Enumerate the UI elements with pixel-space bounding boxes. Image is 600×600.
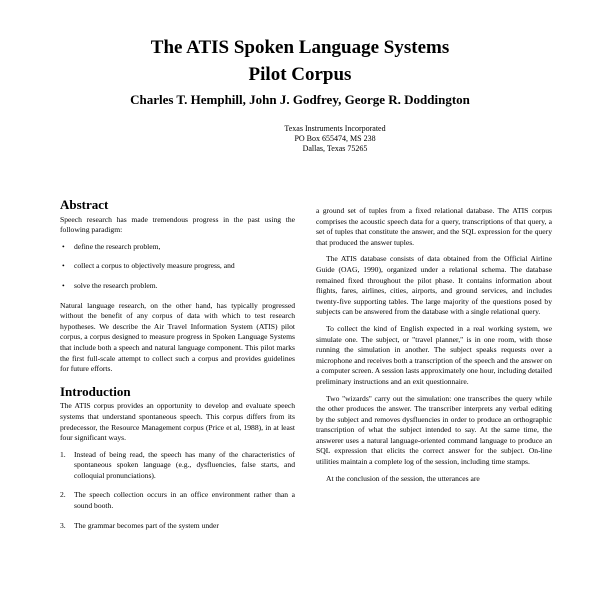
bullet-text: define the research problem, (74, 241, 161, 251)
author-list: Charles T. Hemphill, John J. Godfrey, George R. Doddington (130, 92, 470, 107)
paragraph-answer-definition: a ground set of tuples from a fixed relational database. The ATIS corpus comprises the acoustic speech data for a query, transcriptions of that query, a set of tuples that constitute the answer, and the SQL expression for the query that produced the answer tuples. (316, 206, 552, 247)
bullet-icon: • (62, 280, 65, 290)
bullet-text: collect a corpus to objectively measure progress, and (74, 261, 235, 271)
introduction-list (60, 450, 295, 532)
introduction-heading: Introduction (60, 383, 131, 399)
list-item (60, 242, 295, 253)
item-number: 3. (60, 520, 66, 530)
list-item (60, 521, 295, 532)
paragraph-database: The ATIS database consists of data obtained from the Official Airline Guide (OAG, 1990), organized under a relational schema. The database remained fixed throughout the pilot phase. It contains information about flights, fares, airlines, cities, airports, and ground services, and includes twenty-five supporting tables. The large majority of the questions posed by subjects can be answered from the database with a single relational query. (316, 254, 552, 317)
affiliation-line-1: Texas Instruments Incorporated (284, 124, 386, 133)
bullet-icon: • (62, 241, 65, 251)
item-number: 2. (60, 490, 66, 500)
left-column (60, 197, 295, 540)
list-item (60, 450, 295, 482)
item-text: The speech collection occurs in an office environment rather than a sound booth. (74, 490, 295, 511)
abstract-bullets (60, 242, 295, 292)
affiliation-line-3: Dallas, Texas 75265 (302, 144, 368, 153)
item-number: 1. (60, 449, 66, 459)
abstract-heading: Abstract (60, 197, 109, 212)
affiliation-line-2: PO Box 655474, MS 238 (294, 134, 376, 143)
abstract-intro: Speech research has made tremendous progress in the past using the following paradigm: (60, 214, 295, 235)
item-text: Instead of being read, the speech has many of the characteristics of spontaneous spoken language (e.g., dysfluencies, false starts, and colloquial pronunciations). (74, 449, 295, 480)
item-text: The grammar becomes part of the system under (74, 520, 219, 530)
title-line-2: Pilot Corpus (248, 64, 352, 85)
introduction-body: The ATIS corpus provides an opportunity to develop and evaluate speech systems that understand spontaneous speech. This corpus differs from its predecessor, the Resource Management corpus (Price et al, 1988), in at least four significant ways. (60, 401, 295, 443)
bullet-icon: • (62, 261, 65, 271)
abstract-body: Natural language research, on the other hand, has typically progressed without the benefit of any corpus of data with which to test research hypotheses. We describe the Air Travel Information System (ATIS) pilot corpus, a corpus designed to measure progress in Spoken Language Systems that include both a speech and natural language component. This pilot marks the first full-scale attempt to collect such a corpus and provides guidelines for future efforts. (60, 300, 295, 374)
list-item (60, 261, 295, 272)
right-column (316, 206, 552, 490)
paragraph-conclusion: At the conclusion of the session, the utterances are (326, 473, 480, 483)
list-item (60, 281, 295, 292)
list-item (60, 490, 295, 511)
paragraph-wizards: Two "wizards" carry out the simulation: one transcribes the query while the other produces the answer. The transcriber interprets any verbal editing by the subject and removes dysfluencies in order to produce an orthographic transcription of what the subject intended to say. At the same time, the answerer uses a natural language-oriented command language to produce an SQL expression that elicits the correct answer for the subject. On-line utilities maintain a complete log of the session, including time stamps. (316, 393, 552, 467)
paper-title (0, 34, 600, 88)
title-line-1: The ATIS Spoken Language Systems (150, 37, 450, 58)
paragraph-simulation: To collect the kind of English expected in a real working system, we simulate one. The subject, or "travel planner," is in one room, with those running the simulation in another. The subject speaks requests over a microphone and receives both a transcription of the speech and the answer on a computer screen. A session lasts approximately one hour, including detailed preliminary instructions and an exit questionnaire. (316, 323, 552, 386)
bullet-text: solve the research problem. (74, 280, 158, 290)
affiliation (0, 124, 600, 154)
